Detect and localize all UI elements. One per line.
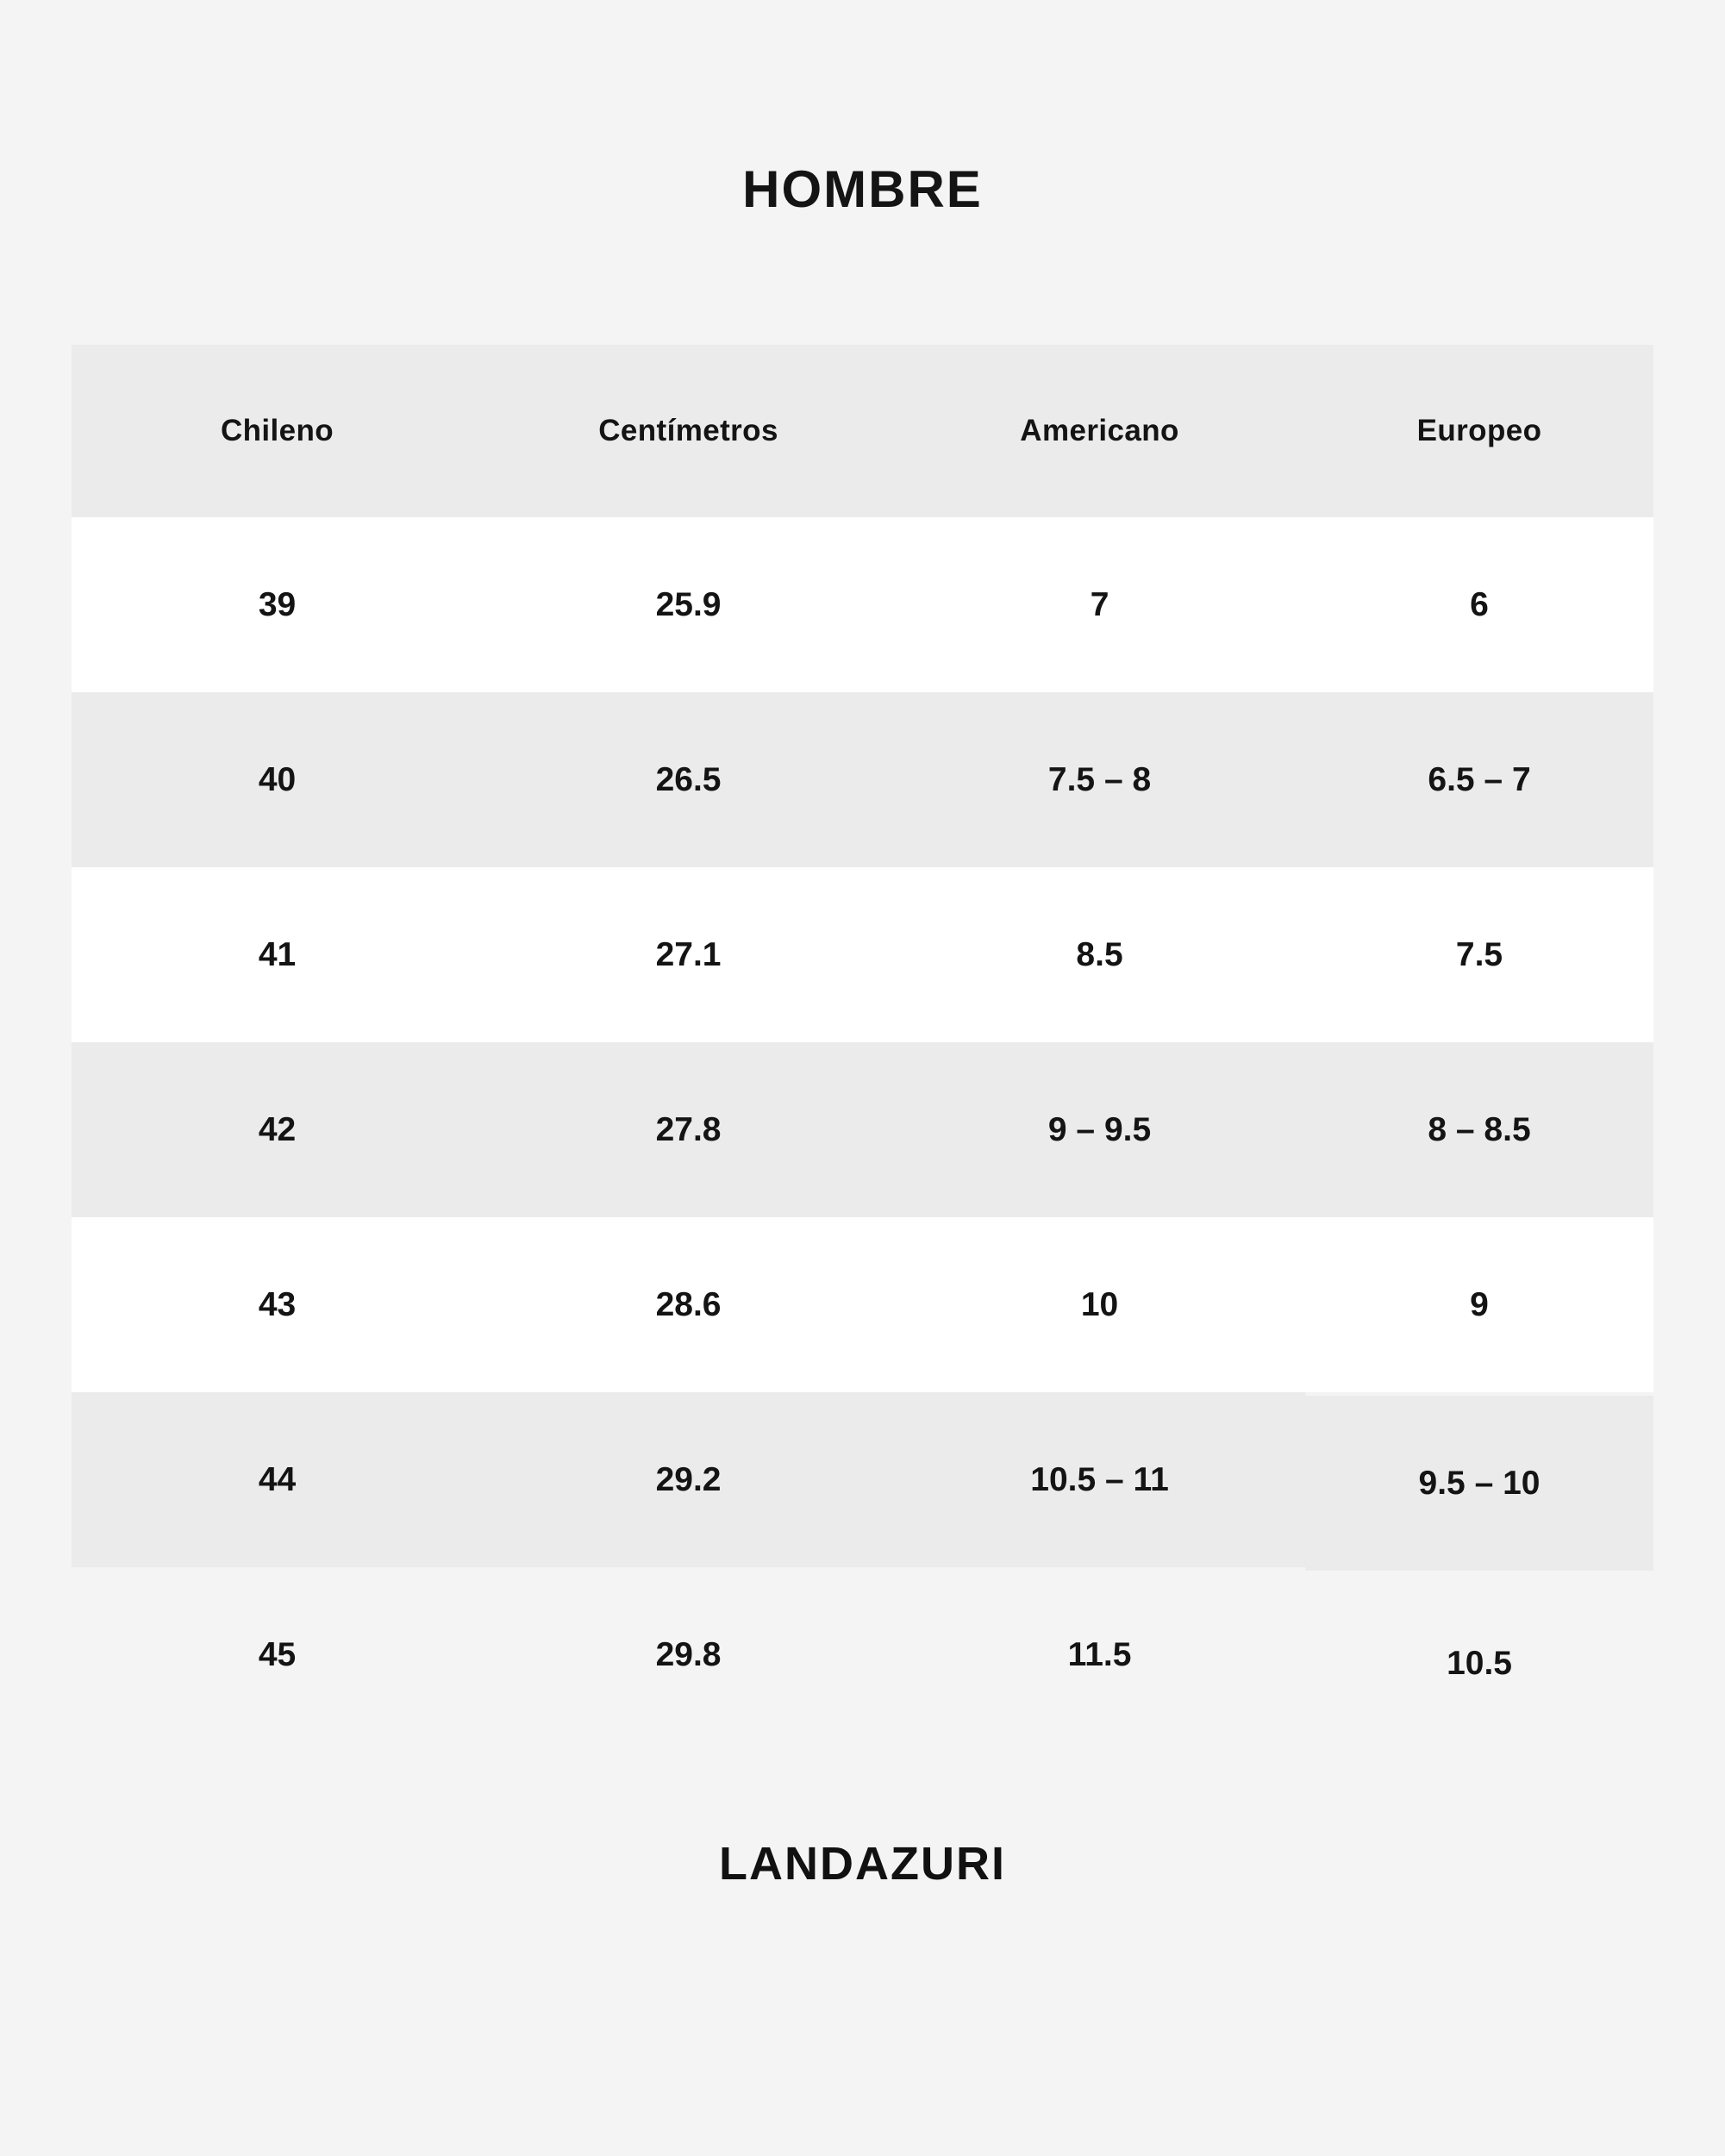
cell-europeo: 8 – 8.5	[1428, 1110, 1531, 1148]
table-row	[72, 867, 1653, 1042]
column-header-europeo: Europeo	[1416, 414, 1542, 447]
cell-europeo: 7.5	[1455, 935, 1503, 973]
table-header-row	[72, 345, 1653, 517]
cell-europeo: 6	[1470, 585, 1489, 623]
cell-chileno: 43	[258, 1285, 297, 1323]
size-table	[72, 345, 1653, 1742]
cell-centimetros: 28.6	[655, 1285, 722, 1323]
table-row	[72, 1567, 1653, 1742]
cell-centimetros: 25.9	[655, 585, 722, 623]
column-header-centimetros: Centímetros	[598, 414, 778, 447]
cell-europeo: 10.5	[1447, 1644, 1512, 1682]
cell-centimetros: 27.1	[655, 935, 722, 973]
cell-europeo: 9	[1470, 1285, 1489, 1323]
cell-centimetros: 29.2	[655, 1460, 722, 1498]
table-row	[72, 1392, 1653, 1567]
cell-americano: 7	[1090, 585, 1109, 623]
size-table-container	[72, 345, 1653, 1742]
cell-americano: 10	[1080, 1285, 1119, 1323]
column-header-chileno: Chileno	[220, 414, 334, 447]
cell-americano: 11.5	[1067, 1635, 1132, 1673]
cell-chileno: 44	[258, 1460, 297, 1498]
cell-americano: 10.5 – 11	[1030, 1460, 1169, 1498]
table-row	[72, 517, 1653, 692]
cell-americano: 9 – 9.5	[1047, 1110, 1152, 1148]
cell-americano: 7.5 – 8	[1047, 760, 1152, 798]
brand-logo: LANDAZURI	[719, 1838, 1006, 1890]
cell-centimetros: 26.5	[655, 760, 722, 798]
cell-centimetros: 29.8	[655, 1635, 722, 1673]
cell-chileno: 45	[258, 1635, 297, 1673]
cell-chileno: 42	[258, 1110, 297, 1148]
cell-chileno: 41	[258, 935, 297, 973]
table-body	[72, 517, 1653, 1742]
cell-europeo: 9.5 – 10	[1418, 1464, 1541, 1502]
cell-europeo: 6.5 – 7	[1428, 760, 1531, 798]
cell-americano: 8.5	[1076, 935, 1123, 973]
table-row	[72, 1042, 1653, 1217]
table-row	[72, 1217, 1653, 1392]
table-row	[72, 692, 1653, 867]
table-header	[72, 345, 1653, 517]
column-header-americano: Americano	[1020, 414, 1179, 447]
page-title: HOMBRE	[742, 160, 983, 218]
cell-chileno: 39	[258, 585, 297, 623]
cell-chileno: 40	[258, 760, 297, 798]
cell-centimetros: 27.8	[655, 1110, 722, 1148]
